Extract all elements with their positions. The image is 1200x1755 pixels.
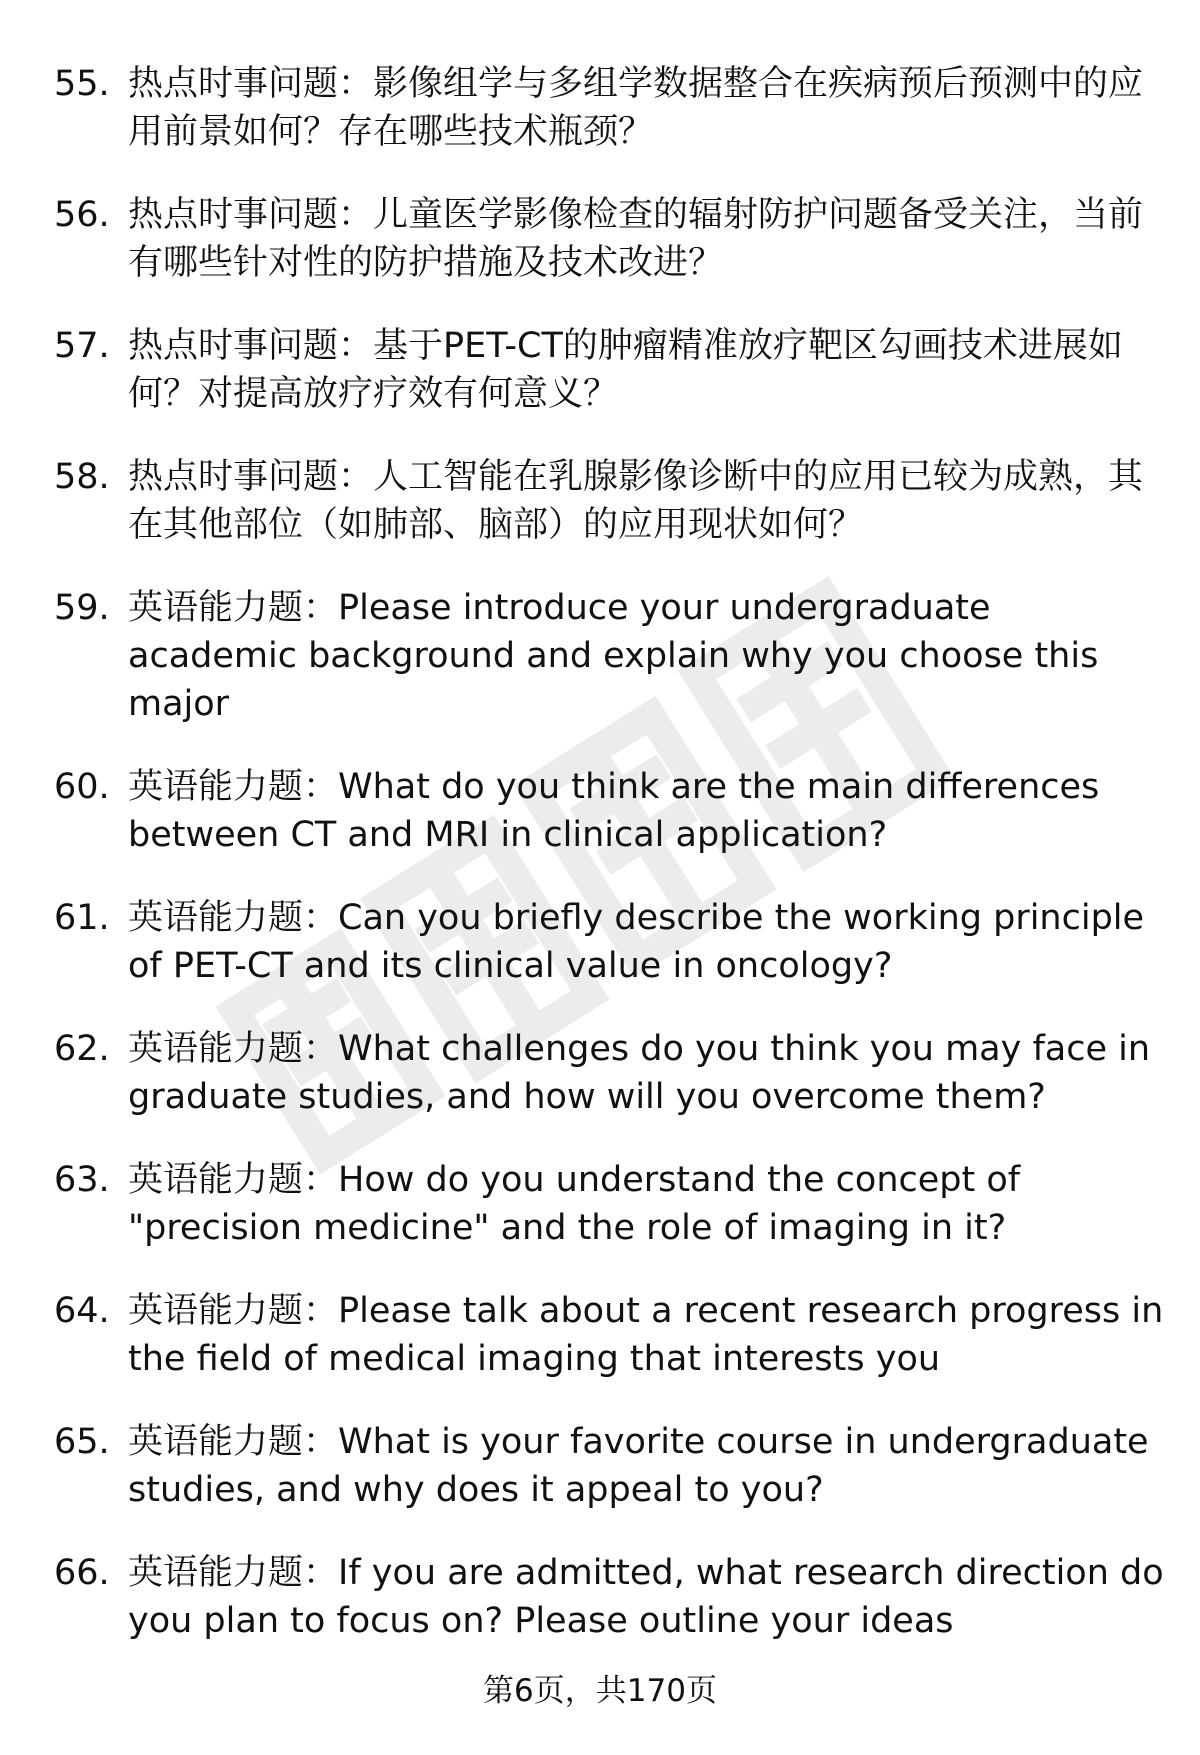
question-item-57 (54, 322, 1164, 418)
question-number: 64. (54, 1291, 110, 1331)
question-number: 59. (54, 588, 110, 628)
question-item-59 (54, 584, 1164, 728)
question-item-64 (54, 1287, 1164, 1383)
question-text: 英语能力题：What is your favorite course in undergraduate studies, and why does it appeal to you? (128, 1422, 1149, 1510)
question-item-66 (54, 1549, 1164, 1645)
question-list (54, 60, 1164, 1680)
question-item-62 (54, 1025, 1164, 1121)
question-text: 热点时事问题：基于PET-CT的肿瘤精准放疗靶区勾画技术进展如何？对提高放疗疗效有何意义？ (128, 326, 1123, 414)
question-number: 63. (54, 1160, 110, 1200)
question-item-63 (54, 1156, 1164, 1252)
question-text: 英语能力题：What challenges do you think you may face in graduate studies, and how will you overcome them? (128, 1029, 1151, 1117)
question-number: 57. (54, 326, 110, 366)
question-text: 英语能力题：What do you think are the main differences between CT and MRI in clinical application? (128, 767, 1100, 855)
question-text: 热点时事问题：影像组学与多组学数据整合在疾病预后预测中的应用前景如何？存在哪些技术瓶颈？ (128, 64, 1144, 152)
question-text: 热点时事问题：儿童医学影像检查的辐射防护问题备受关注，当前有哪些针对性的防护措施及技术改进？ (128, 195, 1144, 283)
question-text: 英语能力题：If you are admitted, what research direction do you plan to focus on? Please outline your ideas (128, 1553, 1164, 1641)
question-text: 英语能力题：Please introduce your undergraduate academic background and explain why you choose this major (128, 588, 1099, 724)
question-number: 55. (54, 64, 110, 104)
question-item-58 (54, 453, 1164, 549)
question-number: 60. (54, 767, 110, 807)
question-number: 62. (54, 1029, 110, 1069)
question-item-60 (54, 763, 1164, 859)
question-text: 热点时事问题：人工智能在乳腺影像诊断中的应用已较为成熟，其在其他部位（如肺部、脑部）的应用现状如何？ (128, 457, 1144, 545)
question-text: 英语能力题：Can you briefly describe the working principle of PET-CT and its clinical value in oncology? (128, 898, 1145, 986)
question-number: 58. (54, 457, 110, 497)
page-footer: 第6页，共170页 (483, 1673, 717, 1709)
question-text: 英语能力题：Please talk about a recent research progress in the field of medical imaging that interests you (128, 1291, 1164, 1379)
question-text: 英语能力题：How do you understand the concept of "precision medicine" and the role of imaging in it? (128, 1160, 1021, 1248)
question-number: 66. (54, 1553, 110, 1593)
question-item-56 (54, 191, 1164, 287)
question-item-55 (54, 60, 1164, 156)
question-number: 56. (54, 195, 110, 235)
question-number: 65. (54, 1422, 110, 1462)
question-item-61 (54, 894, 1164, 990)
question-item-65 (54, 1418, 1164, 1514)
question-number: 61. (54, 898, 110, 938)
